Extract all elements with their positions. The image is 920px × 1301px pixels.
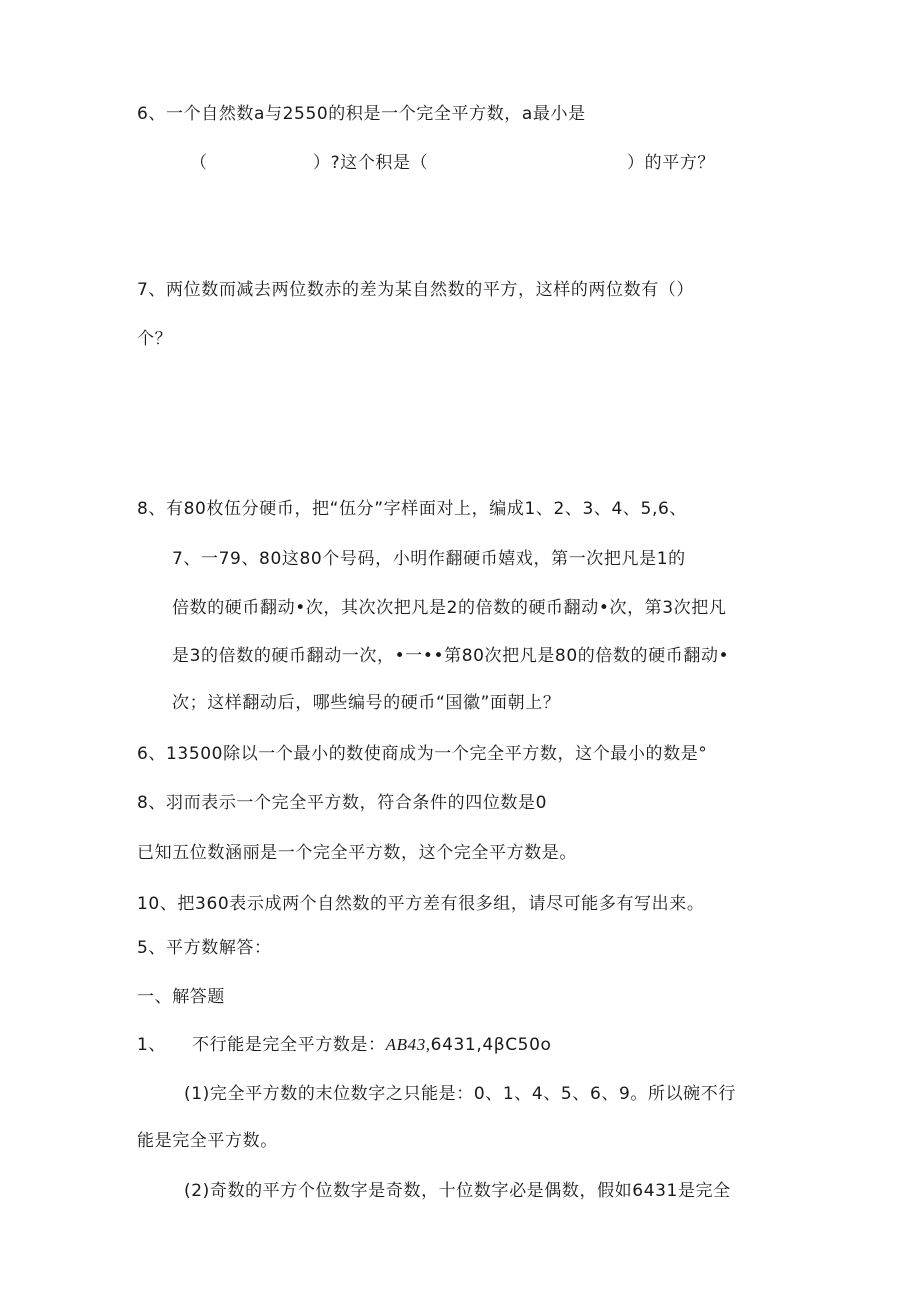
- q7-line-1: 7、两位数而减去两位数赤的差为某自然数的平方，这样的两位数有（）: [137, 280, 695, 300]
- q6-line-1: 6、一个自然数a与2550的积是一个完全平方数，a最小是: [137, 104, 586, 124]
- q8-line-2: 7、一79、80这80个号码，小明作翻硬币嬉戏，第一次把凡是1的: [172, 549, 686, 569]
- answer-1-line: [137, 1034, 552, 1056]
- extra-line-4: 10、把360表示成两个自然数的平方差有很多组，请尽可能多有写出来。: [137, 894, 705, 914]
- q8-line-5: 次；这样翻动后，哪些编号的硬币“国徽”面朝上？: [172, 693, 561, 713]
- answer-1-number: 1、: [137, 1035, 167, 1055]
- q6-blank-1-close: ）?这个积是（: [313, 153, 429, 173]
- extra-line-3: 已知五位数涵丽是一个完全平方数，这个完全平方数是。: [137, 843, 577, 863]
- q6-blank-1-open: （: [190, 153, 208, 173]
- extra-line-2: 8、羽而表示一个完全平方数，符合条件的四位数是0: [137, 793, 548, 813]
- answer-1-text: 不行能是完全平方数是：: [192, 1035, 386, 1055]
- answer-1-point-1-line-1: (1)完全平方数的末位数字之只能是：0、1、4、5、6、9。所以碗不行: [184, 1084, 736, 1104]
- q8-line-4: 是3的倍数的硬币翻动一次，•一••第80次把凡是80的倍数的硬币翻动•: [172, 646, 730, 666]
- extra-line-1: 6、13500除以一个最小的数使商成为一个完全平方数，这个最小的数是°: [137, 744, 708, 764]
- answer-1-point-2-line-1: (2)奇数的平方个位数字是奇数，十位数字必是偶数，假如6431是完全: [184, 1181, 731, 1201]
- q6-answer-line: [0, 152, 920, 174]
- q6-blank-2-close: ）的平方？: [627, 153, 715, 173]
- q8-line-1: 8、有80枚伍分硬币，把“伍分”字样面对上，编成1、2、3、4、5,6、: [137, 499, 687, 519]
- answer-1-italic: AB43,: [385, 1035, 431, 1054]
- q7-line-2: 个？: [137, 329, 173, 349]
- answer-1-point-1-line-2: 能是完全平方数。: [137, 1131, 278, 1151]
- section-heading: 一、解答题: [137, 987, 225, 1007]
- q8-line-3: 倍数的硬币翻动•次，其次次把凡是2的倍数的硬币翻动•次，第3次把凡: [172, 598, 727, 618]
- extra-line-5: 5、平方数解答：: [137, 938, 272, 958]
- answer-1-rest: 6431,4βC50o: [430, 1035, 552, 1055]
